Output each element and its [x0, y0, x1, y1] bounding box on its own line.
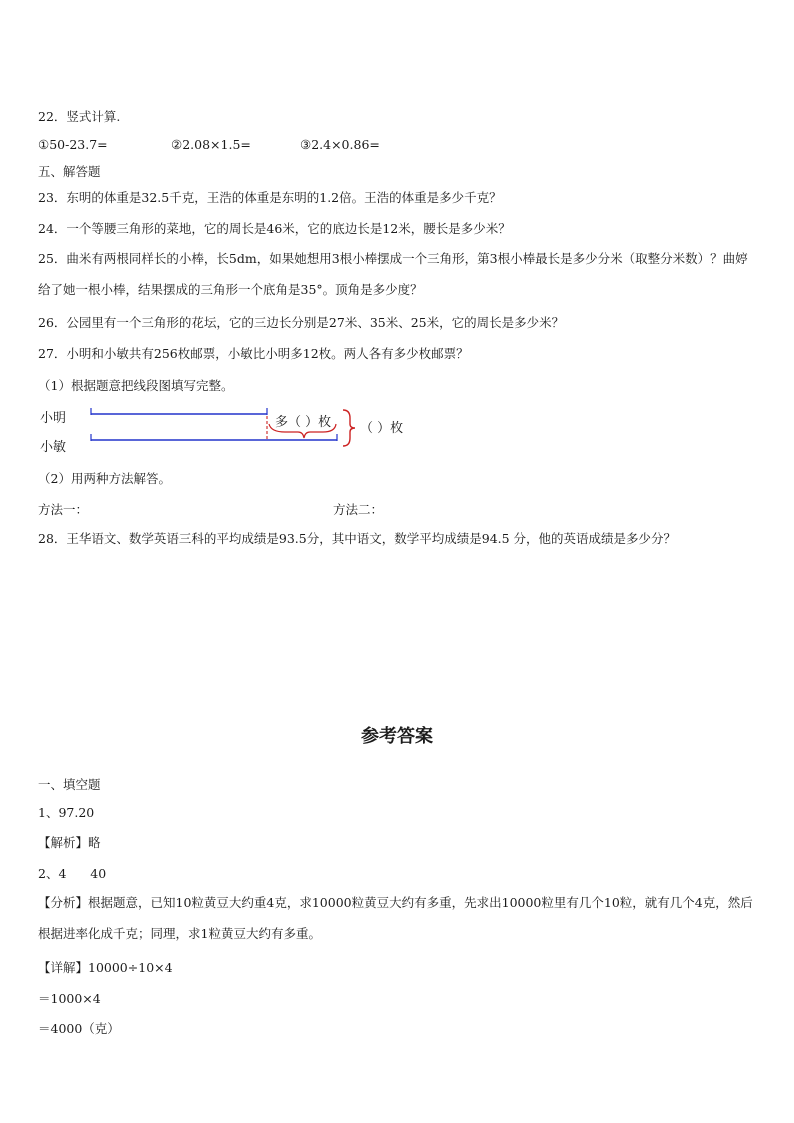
question-22-title: 22．竖式计算.	[38, 109, 121, 124]
total-label: （ ）枚	[360, 421, 404, 436]
question-27-title: 27．小明和小敏共有256枚邮票，小敏比小明多12枚。两人各有多少枚邮票？	[38, 346, 469, 361]
question-25: 25．曲米有两根同样长的小棒，长5dm，如果她想用3根小棒摆成一个三角形，第3根小棒最长是多少分米（取整分米数）？曲婷给了她一根小棒，结果摆成的三角形一个底角是35°。顶角是多少度？	[38, 251, 748, 297]
answer-1: 1、97.20	[38, 805, 95, 820]
question-26: 26．公园里有一个三角形的花坛，它的三边长分别是27米、35米、25米，它的周长是多少米？	[38, 315, 565, 330]
question-22-calculations	[38, 137, 756, 155]
answers-section-1: 一、填空题	[38, 777, 101, 792]
extra-label: 多（ ）枚	[275, 415, 332, 430]
question-23: 23．东明的体重是32.5千克，王浩的体重是东明的1.2倍。王浩的体重是多少千克？	[38, 190, 502, 205]
calc-item-1: ①50-23.7=	[38, 137, 108, 152]
question-28: 28．王华语文、数学英语三科的平均成绩是93.5分，其中语文，数学平均成绩是94.5 分，他的英语成绩是多少分？	[38, 531, 677, 546]
answers-title: 参考答案	[361, 726, 433, 747]
method-1-label: 方法一：	[38, 502, 89, 517]
answer-1-analysis: 【解析】略	[38, 835, 101, 850]
answer-2-step-2: ＝1000×4	[38, 991, 101, 1006]
section-5-heading: 五、解答题	[38, 164, 101, 179]
answer-2-step-3: ＝4000（克）	[38, 1021, 120, 1036]
diagram-label-xiaomin: 小敏	[40, 440, 67, 455]
method-2-label: 方法二：	[333, 502, 384, 517]
calc-item-2: ②2.08×1.5=	[171, 137, 251, 152]
answer-2-detail: 【详解】10000÷10×4	[38, 960, 173, 975]
calc-item-3: ③2.4×0.86=	[300, 137, 380, 152]
total-brace	[343, 410, 355, 446]
answer-2-analysis: 【分析】根据题意，已知10粒黄豆大约重4克，求10000粒黄豆大约有多重，先求出10000粒里有几个10粒，就有几个4克，然后根据进率化成千克；同理，求1粒黄豆大约有多重。	[38, 895, 753, 941]
diagram-label-xiaoming: 小明	[40, 411, 67, 426]
question-27-part-2: （2）用两种方法解答。	[38, 471, 171, 486]
question-24: 24．一个等腰三角形的菜地，它的周长是46米，它的底边长是12米，腰长是多少米？	[38, 221, 511, 236]
line-segment-diagram	[85, 402, 430, 452]
question-27-part-1: （1）根据题意把线段图填写完整。	[38, 378, 234, 393]
answer-2: 2、4 40	[38, 866, 107, 881]
